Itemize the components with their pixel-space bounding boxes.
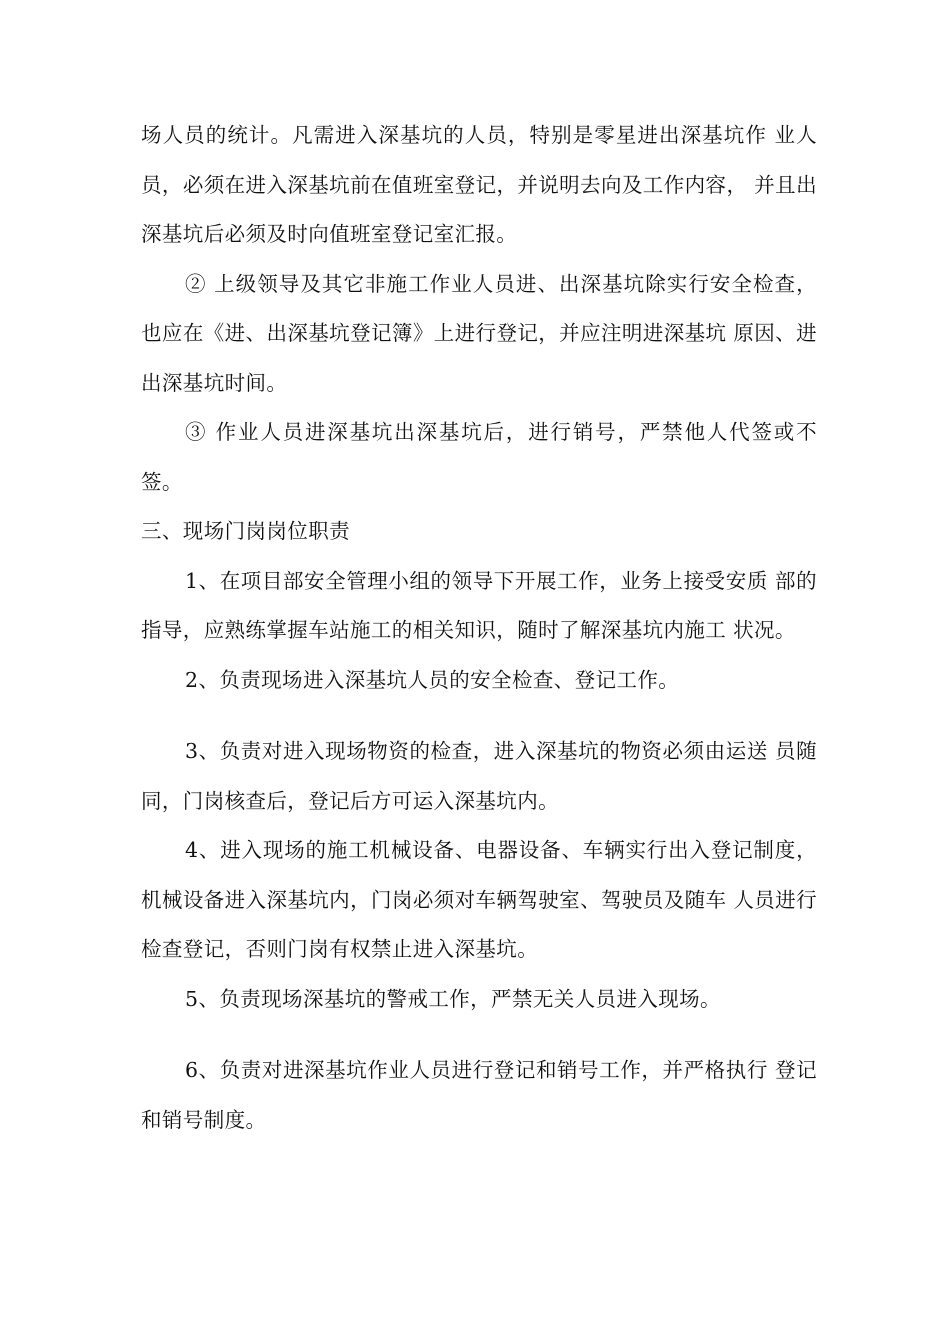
duty-item-2: 2、负责现场进入深基坑人员的安全检查、登记工作。 — [185, 667, 680, 692]
paragraph-leader-registration: ② 上级领导及其它非施工作业人员进、出深基坑除实行安全检查，也应在《进、出深基坑登记簿》上进行登记，并应注明进深基坑 原因、进出深基坑时间。 — [141, 271, 817, 395]
document-body — [141, 111, 817, 1145]
duty-item-6: 6、负责对进深基坑作业人员进行登记和销号工作，并严格执行 登记和销号制度。 — [141, 1058, 817, 1132]
duty-item-5: 5、负责现场深基坑的警戒工作，严禁无关人员进入现场。 — [185, 986, 721, 1011]
duty-item-3: 3、负责对进入现场物资的检查，进入深基坑的物资必须由运送 员随同，门岗核查后，登记后方可运入深基坑内。 — [141, 739, 817, 813]
paragraph-worker-signoff: ③ 作业人员进深基坑出深基坑后，进行销号，严禁他人代签或不签。 — [141, 420, 817, 494]
section-heading-gate-duties: 三、现场门岗岗位职责 — [141, 519, 350, 543]
paragraph-personnel-registration: 场人员的统计。凡需进入深基坑的人员，特别是零星进出深基坑作 业人员，必须在进入深基坑前在值班室登记，并说明去向及工作内容， 并且出深基坑后必须及时向值班室登记室汇报。 — [141, 123, 817, 246]
duty-item-1: 1、在项目部安全管理小组的领导下开展工作，业务上接受安质 部的指导，应熟练掌握车站施工的相关知识，随时了解深基坑内施工 状况。 — [141, 568, 817, 642]
duty-item-4: 4、进入现场的施工机械设备、电器设备、车辆实行出入登记制度，机械设备进入深基坑内，门岗必须对车辆驾驶室、驾驶员及随车 人员进行检查登记，否则门岗有权禁止进入深基坑。 — [141, 838, 817, 961]
